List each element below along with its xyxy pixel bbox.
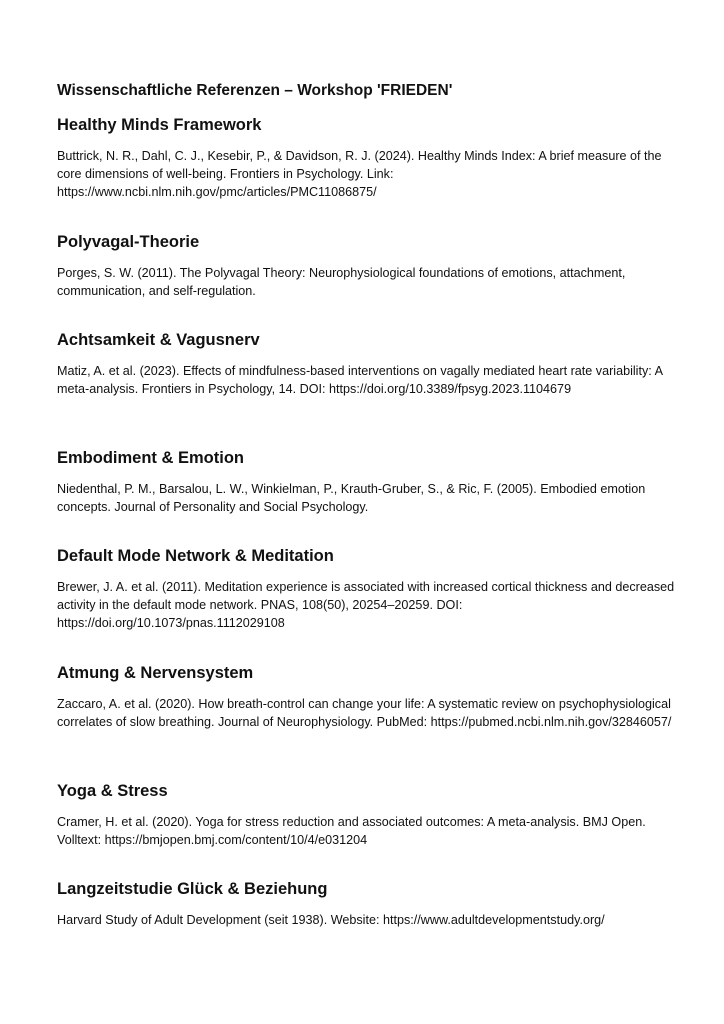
reference-text: Cramer, H. et al. (2020). Yoga for stress reduction and associated outcomes: A meta-analysis. BMJ Open. Volltext: https://bmjopen.bmj.com/content/10/4/e031204 — [57, 815, 646, 847]
section-heading: Langzeitstudie Glück & Beziehung — [57, 880, 328, 898]
section-heading: Atmung & Nervensystem — [57, 664, 254, 682]
reference-section-yoga — [57, 782, 677, 849]
reference-text: Matiz, A. et al. (2023). Effects of mindfulness-based interventions on vagally mediated heart rate variability: A meta-analysis. Frontiers in Psychology, 14. DOI: https://doi.org/10.3389/fpsyg.2023.1104679 — [57, 364, 663, 396]
reference-text: Harvard Study of Adult Development (seit 1938). Website: https://www.adultdevelopmentstudy.org/ — [57, 913, 605, 927]
reference-text: Porges, S. W. (2011). The Polyvagal Theory: Neurophysiological foundations of emotions, attachment, communication, and self-regulation. — [57, 266, 626, 298]
section-heading: Healthy Minds Framework — [57, 116, 262, 134]
reference-section-langzeitstudie — [57, 880, 677, 929]
section-heading: Yoga & Stress — [57, 782, 168, 800]
reference-section-default-mode-network — [57, 547, 677, 632]
document-title: Wissenschaftliche Referenzen – Workshop 'FRIEDEN' — [57, 82, 453, 99]
reference-text: Buttrick, N. R., Dahl, C. J., Kesebir, P., & Davidson, R. J. (2024). Healthy Minds Index: A brief measure of the core dimensions of well-being. Frontiers in Psychology. Link: https://www.ncbi.nlm.nih.gov/pmc/articles/PMC11086875/ — [57, 149, 662, 199]
reference-section-embodiment — [57, 449, 677, 516]
reference-text: Niedenthal, P. M., Barsalou, L. W., Winkielman, P., Krauth-Gruber, S., & Ric, F. (2005). Embodied emotion concepts. Journal of Personality and Social Psychology. — [57, 482, 646, 514]
reference-section-polyvagal — [57, 233, 677, 300]
section-heading: Default Mode Network & Meditation — [57, 547, 334, 565]
reference-section-healthy-minds — [57, 116, 677, 201]
section-heading: Achtsamkeit & Vagusnerv — [57, 331, 260, 349]
reference-text: Zaccaro, A. et al. (2020). How breath-control can change your life: A systematic review on psychophysiological correlates of slow breathing. Journal of Neurophysiology. PubMed: https://pubmed.ncbi.nlm.nih.gov/32846057/ — [57, 697, 672, 729]
section-heading: Polyvagal-Theorie — [57, 233, 200, 251]
reference-section-atmung — [57, 664, 677, 731]
reference-text: Brewer, J. A. et al. (2011). Meditation experience is associated with increased cortical thickness and decreased activity in the default mode network. PNAS, 108(50), 20254–20259. DOI: https://doi.org/10.1073/pnas.1112029108 — [57, 580, 675, 630]
reference-section-achtsamkeit — [57, 331, 677, 398]
section-heading: Embodiment & Emotion — [57, 449, 244, 467]
